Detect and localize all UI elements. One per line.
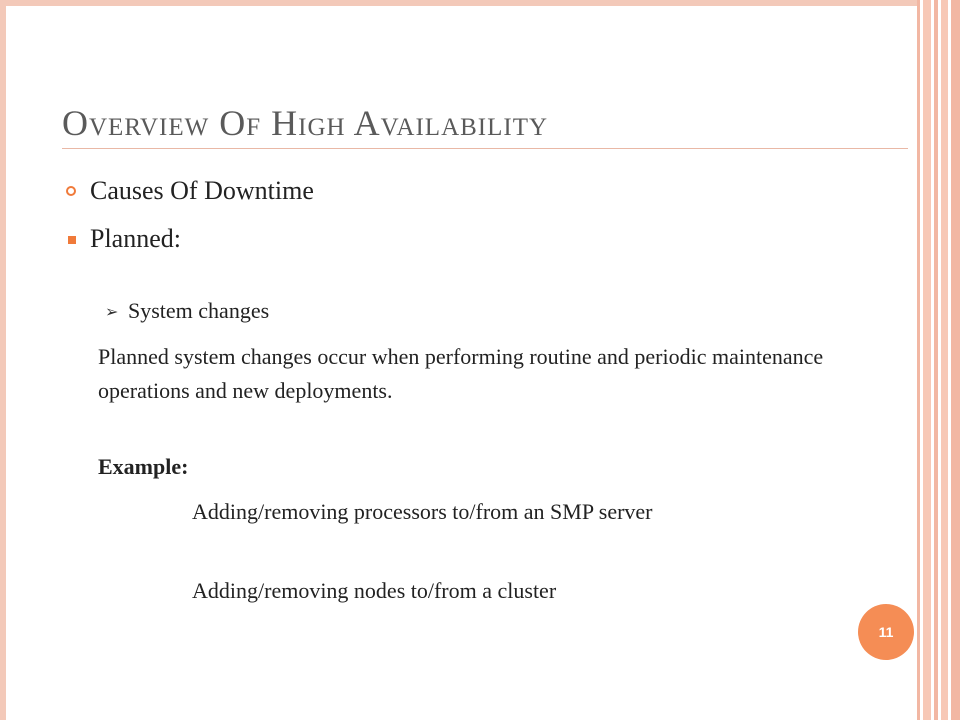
slide-title: Overview Of High Availability bbox=[62, 103, 549, 143]
stripe bbox=[923, 0, 931, 720]
bullet-system-changes: System changes bbox=[128, 298, 270, 323]
page-number-badge: 11 bbox=[858, 604, 914, 660]
stripe bbox=[941, 0, 948, 720]
ring-bullet-icon bbox=[66, 186, 76, 196]
stripe bbox=[934, 0, 938, 720]
bullet-causes-of-downtime: Causes Of Downtime bbox=[90, 176, 314, 205]
description-paragraph: Planned system changes occur when performing routine and periodic maintenance operations and new deployments. bbox=[98, 344, 824, 403]
bullet-planned: Planned: bbox=[90, 224, 181, 253]
title-divider bbox=[62, 148, 908, 149]
stripe bbox=[951, 0, 960, 720]
square-bullet-icon bbox=[68, 236, 76, 244]
example-item: Adding/removing nodes to/from a cluster bbox=[192, 578, 557, 603]
example-item: Adding/removing processors to/from an SMP server bbox=[192, 499, 653, 524]
arrow-bullet-icon: ➢ bbox=[105, 302, 119, 321]
decorative-stripes bbox=[917, 0, 960, 720]
example-label: Example: bbox=[98, 454, 189, 479]
stripe bbox=[917, 0, 920, 720]
